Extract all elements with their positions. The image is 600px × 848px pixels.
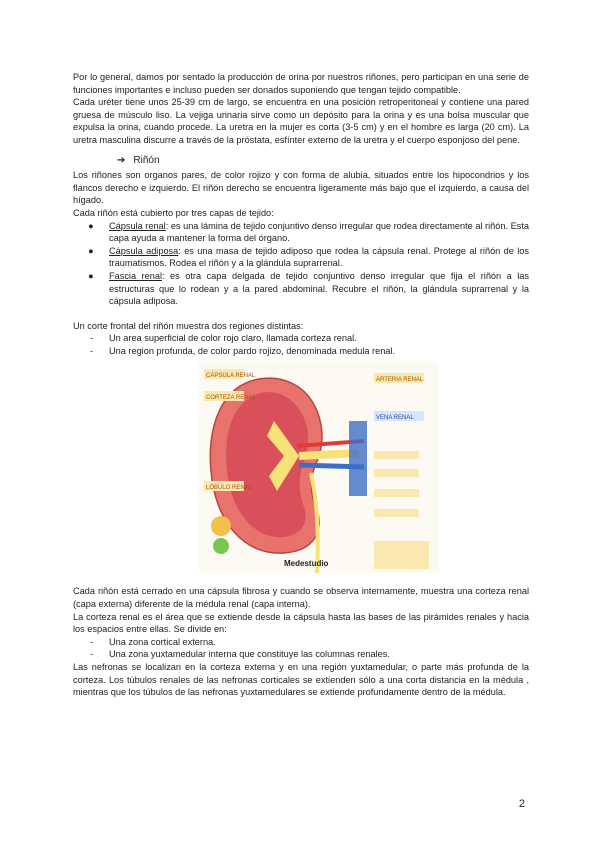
list-item: - Una zona yuxtamedular interna que constituye las columnas renales.: [90, 649, 390, 660]
bullet-icon: ●: [88, 270, 94, 281]
list-item: [73, 220, 529, 245]
definition: : es una masa de tejido adiposo que rodea la cápsula renal. Protege al riñón de los traumatismos. Rodea el riñón y a la glándula suprarrenal.: [109, 245, 529, 269]
kidney-illustration: [199, 361, 439, 573]
zonas-list: [73, 636, 529, 661]
definition: : es una lámina de tejido conjuntivo denso irregular que rodea directamente al riñón. Esta capa ayuda a mantener la forma del órgano.: [109, 220, 529, 244]
paragraph-intro: Por lo general, damos por sentado la producción de orina por nuestros riñones, pero participan en una serie de funciones importantes e incluso pueden ser donados suponiendo que tengan tejido compatible.: [73, 72, 529, 95]
kidney-diagram: [199, 361, 439, 573]
label-vena-renal: VENA RENAL: [376, 415, 414, 422]
list-item: - Una region profunda, de color pardo rojizo, denominada medula renal.: [90, 345, 396, 356]
section-heading: [117, 155, 529, 168]
list-item: - Un area superficial de color rojo claro, llamada corteza renal.: [90, 333, 357, 344]
term: Fascia renal: [109, 270, 162, 281]
term: Cápsula renal: [109, 220, 166, 231]
bullet-icon: ●: [88, 245, 94, 256]
label-lobulo-renal: LÓBULO RENAL: [206, 485, 253, 492]
page-number: 2: [518, 798, 525, 810]
list-item: - Una zona cortical externa.: [90, 636, 216, 647]
list-item: [73, 270, 529, 308]
watermark: Medestudio: [284, 559, 329, 569]
capas-list: [73, 220, 529, 308]
document-body: [73, 71, 529, 699]
section-title: Riñón: [133, 154, 160, 166]
label-corteza-renal: CORTEZA RENAL: [206, 395, 256, 402]
term: Cápsula adiposa: [109, 245, 179, 256]
regiones-list: [73, 332, 529, 357]
paragraph-corte-intro: Un corte frontal del riñón muestra dos regiones distintas:: [73, 320, 304, 331]
paragraph-nefronas: Las nefronas se localizan en la corteza externa y en una región yuxtamedular, o parte más profunda de la corteza. Los túbulos renales de las nefronas corticales se extienden sólo a una corta distancia en la médula , mientras que los túbulos de las nefronas yuxtamedulares se extiende profundamente dentro de la médula.: [73, 662, 529, 698]
label-arteria-renal: ARTERIA RENAL: [376, 377, 424, 384]
definition: : es otra capa delgada de tejido conjuntivo denso irregular que fija el riñón a las estructuras que lo rodean y a la pared abdominal. Recubre el riñón, la glándula suprarrenal y la cápsula adiposa.: [109, 270, 530, 307]
paragraph-rinon-intro: Los riñones son organos pares, de color rojizo y con forma de alubia, situados entre los hipocondrios y los flancos derecho e izquierdo. El riñón derecho se encuentra ligeramente más bajo que el izquierdo, a causa del hígado.: [73, 170, 529, 206]
paragraph-capsula: Cada riñón está cerrado en una cápsula fibrosa y cuando se observa internamente, muestra una corteza renal (capa externa) diferente de la médula renal (capa interna).: [73, 586, 529, 610]
label-capsula-renal: CÁPSULA RENAL: [206, 373, 256, 380]
paragraph-capas-intro: Cada riñón está cubierto por tres capas de tejido:: [73, 207, 274, 218]
list-item: [73, 245, 529, 270]
paragraph-corteza: La corteza renal es el área que se extiende desde la cápsula hasta las bases de las pirámides renales y hacia los espacios entre ellas. Se divide en:: [73, 611, 529, 635]
arrow-icon: ➔: [117, 154, 126, 166]
paragraph-ureter: Cada uréter tiene unos 25-39 cm de largo, se encuentra en una posición retroperitoneal y contiene una pared gruesa de músculo liso. La vejiga urinaria sirve como un depósito para la orina y es una bolsa muscular que expulsa la orina, cuando procede. La uretra en la mujer es corta (3-5 cm) y en el hombre es larga (20 cm). La uretra masculina discurre a través de la próstata, esfínter externo de la uretra y el cuerpo esponjoso del pene.: [73, 97, 529, 145]
bullet-icon: ●: [88, 220, 94, 231]
